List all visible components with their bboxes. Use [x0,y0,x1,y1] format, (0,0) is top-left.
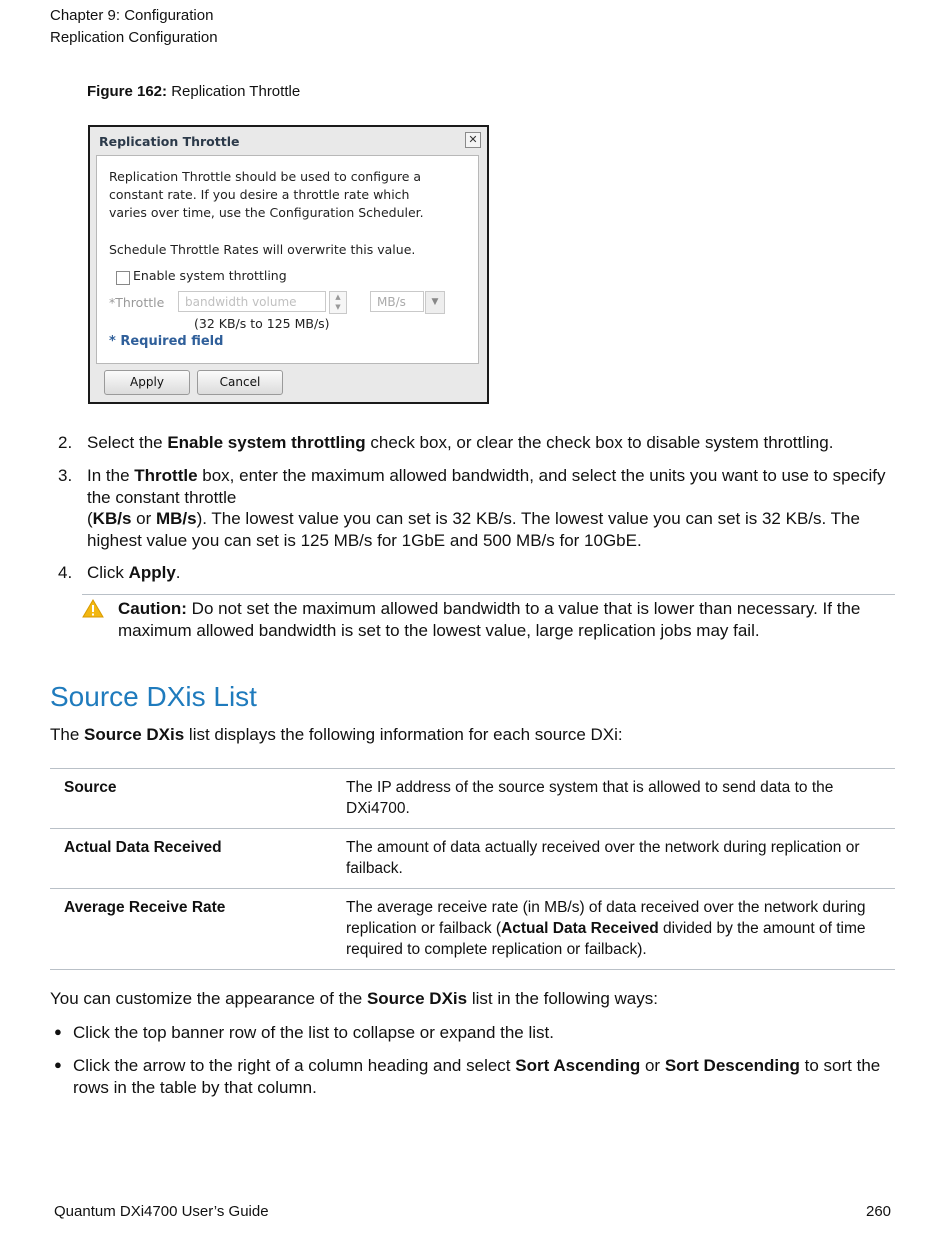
dialog-body [96,155,479,364]
enable-throttling-checkbox[interactable] [116,271,130,285]
table-term: Average Receive Rate [64,899,226,916]
bullet-text: Click the arrow to the right of a column heading and select Sort Ascending or Sort Descending to sort the rows in the table by that column. [73,1056,881,1097]
figure-title: Replication Throttle [171,83,301,100]
close-icon[interactable]: ✕ [465,132,481,148]
page-number: 260 [866,1203,892,1220]
figure-label: Figure 162: [87,83,168,100]
intro-paragraph: The Source DXis list displays the following information for each source DXi: [50,725,623,744]
table-term: Actual Data Received [64,839,222,856]
dialog-title: Replication Throttle [99,134,240,149]
bullet-icon: ● [54,1057,62,1072]
replication-throttle-dialog [88,125,489,404]
bullet-icon: ● [54,1024,62,1039]
section-title: Source DXis List [50,681,257,712]
bandwidth-spinner[interactable] [329,291,347,314]
unit-select[interactable]: MB/s [370,291,424,312]
bandwidth-input[interactable]: bandwidth volume [178,291,326,312]
table-row [50,889,895,970]
step-number: 4. [58,563,73,582]
chapter-header: Chapter 9: Configuration [50,7,214,24]
dialog-text-line-1: Replication Throttle should be used to configure a [109,169,422,184]
caution-text: Caution: Do not set the maximum allowed bandwidth to a value that is lower than necessary. If the maximum allowed bandwidth is set to the lowest value, large replication jobs may fail. [118,599,861,640]
table-description: The average receive rate (in MB/s) of data received over the network during replication or failback (Actual Data Received divided by the amount of time required to complete replication or failback). [346,899,866,958]
throttle-label: *Throttle [109,295,165,310]
footer-title: Quantum DXi4700 User’s Guide [54,1203,269,1220]
apply-button[interactable]: Apply [104,370,190,395]
step-text: Select the Enable system throttling check box, or clear the check box to disable system throttling. [87,433,834,452]
source-dxis-table [50,768,895,970]
dialog-text-line-2: constant rate. If you desire a throttle rate which [109,187,410,202]
section-header: Replication Configuration [50,29,218,46]
figure-caption [87,83,300,100]
table-description: The IP address of the source system that is allowed to send data to the DXi4700. [346,779,834,817]
step-number: 3. [58,466,73,485]
step-text: Click Apply. [87,563,181,582]
dialog-text-line-3: varies over time, use the Configuration Scheduler. [109,205,424,220]
spin-down-icon[interactable]: ▼ [335,303,341,311]
warning-icon [82,599,104,618]
table-term: Source [64,779,117,796]
overwrite-note: Schedule Throttle Rates will overwrite this value. [109,242,416,257]
table-row [50,769,895,829]
caution-box [82,594,895,640]
step-number: 2. [58,433,73,452]
customize-paragraph: You can customize the appearance of the Source DXis list in the following ways: [50,989,658,1008]
required-field-note: * Required field [109,334,224,349]
spin-up-icon[interactable]: ▲ [335,293,341,301]
table-description: The amount of data actually received over the network during replication or failback. [346,839,860,877]
step-text: In the Throttle box, enter the maximum allowed bandwidth, and select the units you want to use to specify the constant throttle (KB/s or MB/s). The lowest value you can set is 32 KB/s. The lowest value you can set is 32 KB/s. The highest value you can set is 125 MB/s for 1GbE and 500 MB/s for 10GbE. [87,466,886,550]
bullet-text: Click the top banner row of the list to collapse or expand the list. [73,1023,554,1042]
enable-throttling-label: Enable system throttling [133,268,287,283]
range-hint: (32 KB/s to 125 MB/s) [194,316,330,331]
chevron-down-icon[interactable]: ▼ [425,291,445,314]
cancel-button[interactable]: Cancel [197,370,283,395]
table-row [50,829,895,889]
